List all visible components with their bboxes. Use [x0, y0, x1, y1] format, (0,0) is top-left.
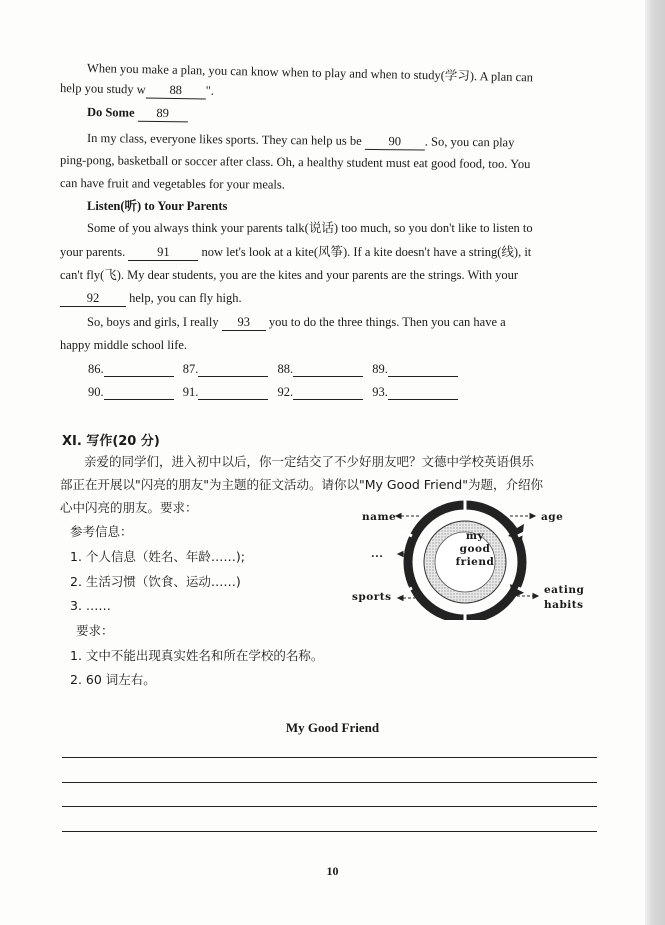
text: now let's look at a kite(风筝). If a kite doesn't have a string(线), it — [201, 245, 532, 259]
answer-number: 86. — [88, 362, 104, 376]
blank-92 — [60, 290, 126, 307]
writing-line[interactable] — [62, 782, 597, 783]
subheading-line — [87, 104, 188, 122]
requirement-item: 2. 60 词左右。 — [70, 672, 156, 687]
writing-line[interactable] — [62, 806, 597, 807]
reference-item: 3. …… — [70, 598, 111, 613]
blank-91 — [128, 244, 198, 261]
blank-number: 91 — [157, 245, 170, 259]
blank-88 — [146, 81, 206, 99]
prompt-line: 部正在开展以"闪亮的朋友"为主题的征文活动。请你以"My Good Friend"为题，介绍你 — [60, 477, 543, 492]
prompt-line: 亲爱的同学们，进入初中以后，你一定结交了不少好朋友吧？文德中学校英语俱乐 — [84, 454, 535, 469]
blank-90 — [365, 133, 425, 151]
answer-number: 93. — [372, 385, 388, 399]
reading-line — [87, 314, 506, 331]
answer-blank[interactable] — [104, 364, 174, 377]
section-title: XI. 写作(20 分) — [62, 434, 160, 449]
diagram-center-label — [451, 530, 499, 569]
page-number: 10 — [326, 864, 339, 878]
answer-number: 89. — [372, 362, 388, 376]
answer-number: 91. — [182, 385, 199, 399]
blank-number: 89 — [156, 105, 170, 121]
blank-number: 88 — [169, 82, 183, 98]
prompt-line: 心中闪亮的朋友。要求： — [60, 500, 198, 515]
blank-93 — [222, 314, 266, 331]
reading-line — [60, 290, 242, 307]
answer-blank[interactable] — [293, 364, 363, 377]
reading-line — [60, 80, 214, 100]
essay-title: My Good Friend — [285, 720, 380, 735]
writing-line[interactable] — [62, 757, 597, 758]
text: . So, you can play — [424, 134, 515, 150]
answer-row — [88, 361, 464, 377]
answer-number: 92. — [277, 385, 294, 399]
center-line: friend — [455, 556, 495, 568]
answer-blank[interactable] — [198, 387, 268, 400]
requirement-item: 1. 文中不能出现真实姓名和所在学校的名称。 — [70, 648, 324, 663]
blank-number: 90 — [388, 134, 402, 149]
reading-line: ping-pong, basketball or soccer after class. Oh, a healthy student must eat good food, too. You — [59, 153, 531, 172]
subheading: Do Some — [86, 105, 135, 120]
reading-line — [87, 130, 515, 151]
blank-89 — [138, 105, 188, 123]
answer-blank[interactable] — [293, 387, 363, 400]
answer-number: 90. — [88, 385, 104, 399]
reading-line: Some of you always think your parents talk(说话) too much, so you don't like to listen to — [87, 221, 533, 235]
text: help, you can fly high. — [129, 291, 242, 305]
answer-blank[interactable] — [104, 387, 174, 400]
blank-number: 92 — [86, 291, 100, 305]
text: you to do the three things. Then you can have a — [268, 315, 506, 329]
reference-item: 1. 个人信息（姓名、年龄……); — [70, 549, 245, 564]
diagram-label-sports: sports — [352, 591, 392, 603]
scan-shadow — [645, 0, 665, 925]
reading-line: can't fly(飞). My dear students, you are the kites and your parents are the strings. With your — [60, 268, 518, 282]
writing-line[interactable] — [62, 831, 597, 832]
diagram-label-eating-habits — [544, 583, 584, 613]
text: In my class, everyone likes sports. They can help us be — [86, 131, 362, 148]
diagram-label-age: age — [541, 511, 564, 523]
requirement-heading: 要求： — [76, 623, 114, 638]
subheading: Listen(听) to Your Parents — [87, 199, 228, 213]
reading-line: happy middle school life. — [60, 338, 188, 352]
label-line: habits — [544, 599, 584, 611]
reading-line: When you make a plan, you can know when to play and when to study(学习). A plan can — [86, 61, 534, 85]
reference-item: 2. 生活习惯（饮食、运动……) — [70, 574, 241, 589]
answer-row — [88, 384, 464, 400]
diagram-label-name: name — [362, 511, 397, 523]
center-line: good — [459, 543, 491, 555]
label-line: eating — [544, 584, 585, 596]
blank-number: 93 — [237, 315, 250, 329]
reference-heading: 参考信息： — [70, 524, 133, 539]
text: help you study w — [59, 81, 146, 97]
center-line: my — [465, 530, 485, 542]
reading-line: can have fruit and vegetables for your meals. — [59, 176, 285, 192]
text: your parents. — [60, 245, 126, 259]
answer-number: 88. — [277, 362, 294, 376]
answer-blank[interactable] — [388, 364, 458, 377]
diagram-label-more: ... — [371, 548, 384, 560]
answer-blank[interactable] — [198, 364, 268, 377]
text: ". — [205, 83, 215, 98]
reading-line — [60, 244, 531, 261]
answer-blank[interactable] — [388, 387, 458, 400]
answer-number: 87. — [182, 362, 199, 376]
text: So, boys and girls, I really — [87, 315, 219, 329]
